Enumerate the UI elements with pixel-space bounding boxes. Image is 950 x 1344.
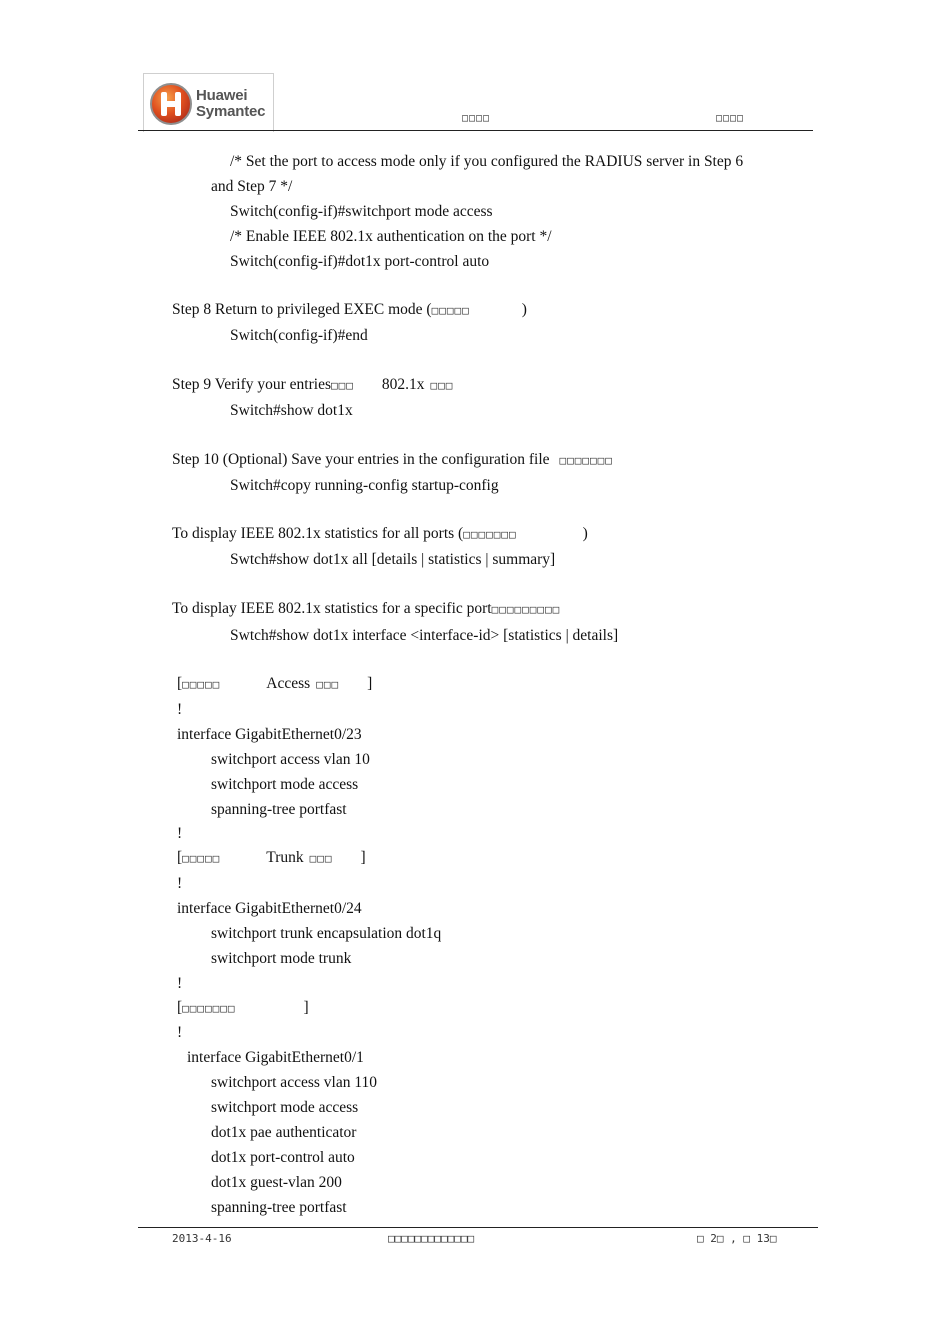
step-10 <box>172 451 613 470</box>
step-10-text: Step 10 (Optional) Save your entries in the configuration file <box>172 451 550 468</box>
step-8-text: Step 8 Return to privileged EXEC mode ( <box>172 301 432 318</box>
footer-page-number: □ 2□ , □ 13□ <box>697 1232 777 1245</box>
section-access-cjk1: □□□□□ <box>182 678 221 691</box>
config-line: switchport mode access <box>211 776 359 793</box>
step-8-close: ) <box>521 301 527 318</box>
config-line: dot1x port-control auto <box>211 1149 355 1166</box>
config-line: dot1x guest-vlan 200 <box>211 1174 342 1191</box>
config-line: dot1x pae authenticator <box>211 1124 357 1141</box>
config-line: switchport mode trunk <box>211 950 352 967</box>
display-all-ports-text: To display IEEE 802.1x statistics for all ports ( <box>172 525 464 542</box>
config-line: switchport access vlan 10 <box>211 751 370 768</box>
display-all-ports <box>172 525 588 544</box>
step-9-cjk2: □□□ <box>430 379 454 392</box>
section-trunk-port <box>177 849 366 868</box>
config-line: spanning-tree portfast <box>211 801 347 818</box>
config-line: switchport access vlan 110 <box>211 1074 378 1091</box>
interface-gi0-23: interface GigabitEthernet0/23 <box>177 726 362 743</box>
section-8021x-cjk: □□□□□□□ <box>182 1002 236 1015</box>
section-access-keyword: Access <box>266 675 311 692</box>
section-8021x-port <box>177 999 309 1018</box>
config-line: spanning-tree portfast <box>211 1199 347 1216</box>
bracket-close: ] <box>360 849 366 866</box>
config-line: switchport trunk encapsulation dot1q <box>211 925 442 942</box>
header-mark-right: □□□□ <box>716 113 745 124</box>
cmd-switchport-mode-access: Switch(config-if)#switchport mode access <box>230 203 493 220</box>
logo-text-line2: Symantec <box>196 103 266 120</box>
company-logo <box>143 73 274 132</box>
bracket-open: [ <box>177 675 183 692</box>
display-specific-port-cjk: □□□□□□□□□ <box>491 603 561 616</box>
section-access-port <box>177 675 372 694</box>
logo-text-line1: Huawei <box>196 87 248 104</box>
bracket-close: ] <box>367 675 373 692</box>
config-separator: ! <box>177 825 183 842</box>
section-trunk-cjk1: □□□□□ <box>182 852 221 865</box>
cmd-show-dot1x-interface: Swtch#show dot1x interface <interface-id> [statistics | details] <box>230 627 619 644</box>
display-specific-port-text: To display IEEE 802.1x statistics for a specific port <box>172 600 492 617</box>
display-all-ports-close: ) <box>582 525 588 542</box>
footer-rule <box>138 1227 818 1228</box>
cmd-end: Switch(config-if)#end <box>230 327 368 344</box>
bracket-open: [ <box>177 999 183 1016</box>
display-specific-port <box>172 600 560 619</box>
section-trunk-cjk2: □□□ <box>309 852 333 865</box>
bracket-open: [ <box>177 849 183 866</box>
step-9-8021x: 802.1x <box>381 376 425 393</box>
footer-date: 2013-4-16 <box>172 1232 232 1245</box>
step-8-cjk: □□□□□ <box>431 304 470 317</box>
cmd-show-dot1x-all: Swtch#show dot1x all [details | statistics | summary] <box>230 551 556 568</box>
step-9 <box>172 376 453 395</box>
section-access-cjk2: □□□ <box>316 678 340 691</box>
config-separator: ! <box>177 875 183 892</box>
header-rule <box>138 130 813 131</box>
config-line: switchport mode access <box>211 1099 359 1116</box>
comment-enable-8021x: /* Enable IEEE 802.1x authentication on the port */ <box>230 228 552 245</box>
cmd-dot1x-port-control: Switch(config-if)#dot1x port-control auto <box>230 253 490 270</box>
step-9-cjk1: □□□ <box>331 379 354 392</box>
step-10-cjk: □□□□□□□ <box>559 454 613 467</box>
interface-gi0-24: interface GigabitEthernet0/24 <box>177 900 362 917</box>
section-trunk-keyword: Trunk <box>266 849 304 866</box>
header-mark-left: □□□□ <box>462 113 491 124</box>
config-separator: ! <box>177 1024 183 1041</box>
cmd-show-dot1x: Switch#show dot1x <box>230 402 353 419</box>
cmd-copy-config: Switch#copy running-config startup-config <box>230 477 499 494</box>
config-separator: ! <box>177 975 183 992</box>
step-9-text: Step 9 Verify your entries <box>172 376 331 393</box>
comment-access-mode: /* Set the port to access mode only if you configured the RADIUS server in Step 6 <box>230 153 744 170</box>
bracket-close: ] <box>303 999 309 1016</box>
display-all-ports-cjk: □□□□□□□ <box>463 528 517 541</box>
step-8 <box>172 301 527 320</box>
footer-confidential: □□□□□□□□□□□□□ <box>388 1232 475 1245</box>
comment-access-mode-cont: and Step 7 */ <box>211 178 293 195</box>
config-separator: ! <box>177 701 183 718</box>
interface-gi0-1: interface GigabitEthernet0/1 <box>187 1049 364 1066</box>
huawei-symantec-logo-icon <box>149 82 193 126</box>
